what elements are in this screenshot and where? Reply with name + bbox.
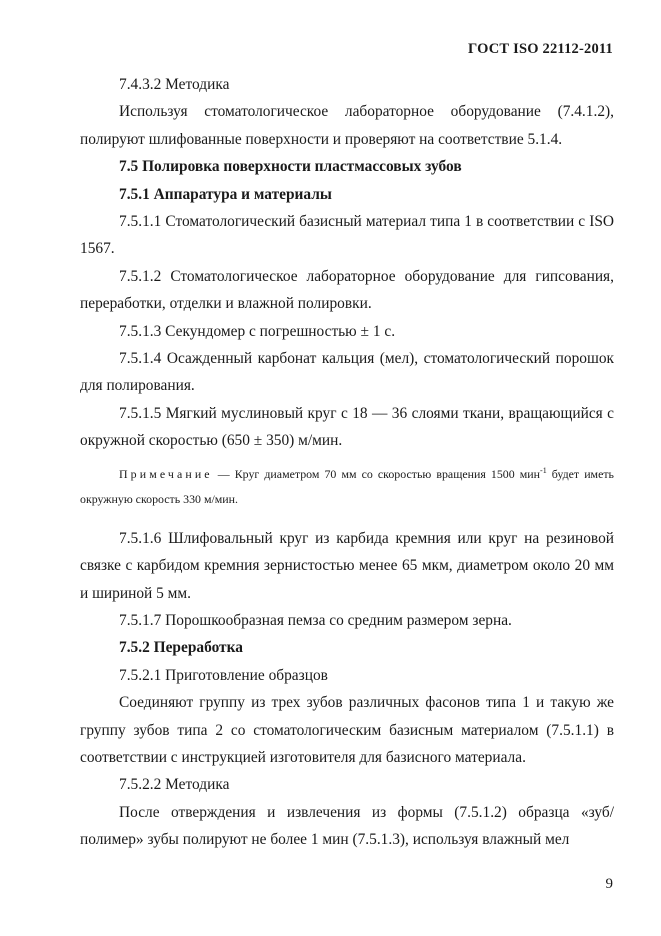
paragraph-7-5-1-1: 7.5.1.1 Стоматологический базисный материал типа 1 в соответствии с ISO 1567. xyxy=(80,213,614,258)
note-text-after: будет иметь окружную скорость 330 м/мин. xyxy=(80,466,614,506)
paragraph-7-5-1-6: 7.5.1.6 Шлифовальный круг из карбида кремния или круг на резиновой связке с карбидом кремния зернистостью менее 65 мкм, диаметром около 20 мм и шириной 5 мм. xyxy=(80,529,614,602)
paragraph-polishing-method: Используя стоматологическое лабораторное оборудование (7.4.1.2), полируют шлифованные поверхности и проверяют на соответствие 5.1.4. xyxy=(80,103,614,148)
paragraph-7-5-1-7: 7.5.1.7 Порошкообразная пемза со средним размером зерна. xyxy=(119,611,512,629)
section-heading-7-5-2: 7.5.2 Переработка xyxy=(119,639,243,657)
paragraph-7-5-1-2: 7.5.1.2 Стоматологическое лабораторное оборудование для гипсования, переработки, отделки и влажной полировки. xyxy=(80,267,614,313)
paragraph-7-5-1-4: 7.5.1.4 Осажденный карбонат кальция (мел), стоматологический порошок для полирования. xyxy=(80,350,614,395)
section-heading-7-5: 7.5 Полировка поверхности пластмассовых зубов xyxy=(119,158,462,176)
section-heading-7-5-1: 7.5.1 Аппаратура и материалы xyxy=(119,185,332,203)
note-dash: — xyxy=(217,466,230,481)
paragraph-7-5-1-5: 7.5.1.5 Мягкий муслиновый круг с 18 — 36 слоями ткани, вращающийся с окружной скоростью (650 ± 350) м/мин. xyxy=(80,404,614,450)
paragraph-specimen-preparation: Соединяют группу из трех зубов различных фасонов типа 1 и такую же группу зубов типа 2 со стоматологическим базисным материалом (7.5.1.1) в соответствии с инструкцией изготовителя для базисного материала. xyxy=(80,694,614,766)
note xyxy=(80,462,614,512)
paragraph-7-4-3-2: 7.4.3.2 Методика xyxy=(119,76,230,93)
note-text-before: Круг диаметром 70 мм со скоростью вращения 1500 мин xyxy=(234,466,541,481)
note-label: Примечание xyxy=(119,466,213,481)
document-header: ГОСТ ISO 22112-2011 xyxy=(468,41,613,57)
page-number: 9 xyxy=(605,876,613,892)
document-body xyxy=(80,71,614,854)
paragraph-method-procedure: После отверждения и извлечения из формы (7.5.1.2) образца «зуб/полимер» зубы полируют не более 1 мин (7.5.1.3), используя влажный мел xyxy=(80,803,614,849)
paragraph-7-5-1-3: 7.5.1.3 Секундомер с погрешностью ± 1 с. xyxy=(119,322,396,340)
paragraph-7-5-2-1: 7.5.2.1 Приготовление образцов xyxy=(119,666,328,684)
paragraph-7-5-2-2: 7.5.2.2 Методика xyxy=(119,776,230,794)
note-superscript: -1 xyxy=(540,465,547,475)
